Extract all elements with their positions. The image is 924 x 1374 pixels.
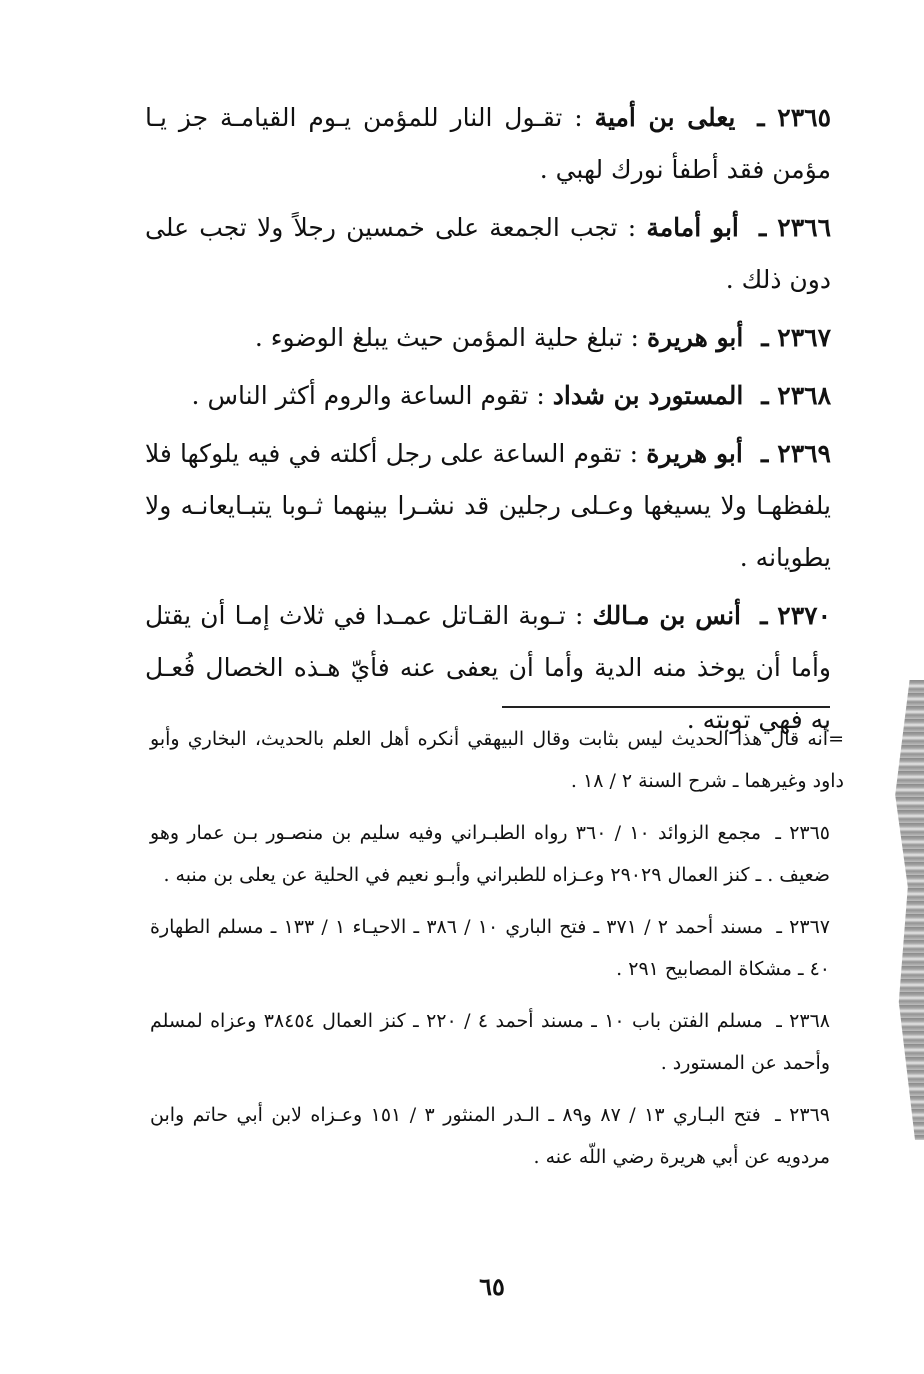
hadith-number: ٢٣٦٨ ـ <box>761 381 831 410</box>
hadith-entry <box>145 312 831 364</box>
footnote <box>150 812 844 896</box>
narrator-name: يعلى بن أمية <box>594 103 736 132</box>
hadith-number: ٢٣٦٦ ـ <box>759 213 832 242</box>
hadith-number: ٢٣٦٩ ـ <box>761 439 831 468</box>
footnote-separator <box>502 706 830 708</box>
hadith-entry <box>145 92 831 196</box>
footnote-number: ٢٣٦٧ ـ <box>776 916 830 938</box>
footnote-number: ٢٣٦٨ ـ <box>776 1010 830 1032</box>
hadith-entry <box>145 428 831 584</box>
hadith-text: : تقوم الساعة والروم أكثر الناس . <box>191 381 545 410</box>
hadith-number: ٢٣٦٥ ـ <box>757 103 832 132</box>
hadith-text: : تقوم الساعة على رجل أكلته في فيه يلوكها فلا يلفظهـا ولا يسيغها وعـلى رجلين قد نشـرا بينهما ثـوبا يتبـايعانـه ولا يطويانه . <box>145 439 831 572</box>
narrator-name: المستورد بن شداد <box>552 381 744 410</box>
hadith-text: : تقـول النار للمؤمن يـوم القيامـة جز يـا مؤمن فقد أطفأ نورك لهبي . <box>145 103 831 184</box>
hadith-entry <box>145 202 831 306</box>
page-number: ٦٥ <box>479 1272 505 1301</box>
footnote-text: مسند أحمد ٢ / ٣٧١ ـ فتح الباري ١٠ / ٣٨٦ ـ الاحيـاء ١ / ١٣٣ ـ مسلم الطهارة ٤٠ ـ مشكاة المصابيح ٢٩١ . <box>150 916 830 980</box>
narrator-name: أبو أمامة <box>646 213 739 242</box>
footnote <box>150 718 844 802</box>
hadith-number: ٢٣٧٠ ـ <box>760 601 831 630</box>
footnote-text: مسلم الفتن باب ١٠ ـ مسند أحمد ٤ / ٢٢٠ ـ كنز العمال ٣٨٤٥٤ وعزاه لمسلم وأحمد عن المستورد . <box>150 1010 830 1074</box>
footnote-number: ٢٣٦٩ ـ <box>775 1104 830 1126</box>
footnote <box>150 1094 844 1178</box>
hadith-text: : تبلغ حلية المؤمن حيث يبلغ الوضوء . <box>254 323 639 352</box>
hadith-text: : تجب الجمعة على خمسين رجلاً ولا تجب على دون ذلك . <box>145 213 831 294</box>
footnote <box>150 906 844 990</box>
footnote-number: ٢٣٦٥ ـ <box>775 822 831 844</box>
footnote-text: مجمع الزوائد ١٠ / ٣٦٠ رواه الطبـراني وفيه سليم بن منصـور بـن عمار وهو ضعيف . ـ كنز العمال ٢٩٠٢٩ وعـزاه للطبراني وأبـو نعيم في الحلية عن يعلى بن منبه . <box>150 822 830 886</box>
narrator-name: أبو هريرة <box>646 323 744 352</box>
footnotes <box>150 718 844 1188</box>
narrator-name: أبو هريرة <box>646 439 743 468</box>
footnote-text: فتح البـاري ١٣ / ٨٧ و٨٩ ـ الـدر المنثور ٣ / ١٥١ وعـزاه لابن أبي حاتم وابن مردويه عن أبي هريرة رضي اللّه عنه . <box>150 1104 830 1168</box>
narrator-name: أنس بن مـالك <box>592 601 741 630</box>
hadith-entry <box>145 370 831 422</box>
footnote <box>150 1000 844 1084</box>
scan-edge-shadow <box>888 680 924 1140</box>
hadith-text: : تـوبة القـاتل عمـدا في ثلاث إمـا أن يقتل وأما أن يوخذ منه الدية وأما أن يعفى عنه فأيّ هـذه الخصال فُعـل به فهي توبته . <box>145 601 831 734</box>
hadith-number: ٢٣٦٧ ـ <box>761 323 831 352</box>
main-text <box>145 92 831 752</box>
footnote-text: =أنه قال هذا الحديث ليس بثابت وقال البيهقي أنكره أهل العلم بالحديث، البخاري وأبو داود وغيرهما ـ شرح السنة ٢ / ١٨ . <box>150 728 844 792</box>
